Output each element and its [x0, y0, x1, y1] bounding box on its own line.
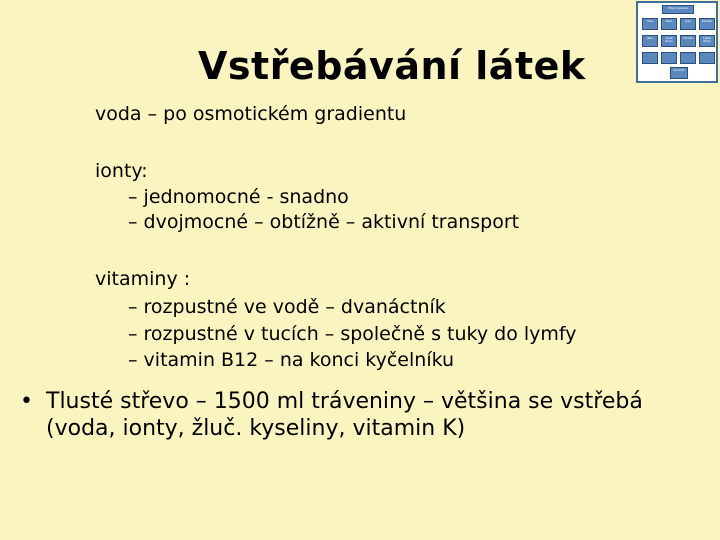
vitaminy-item-2: – rozpustné v tucích – společně s tuky do lymfy	[128, 323, 577, 345]
thumb-label: Slinivka	[683, 37, 693, 40]
diagram-thumbnail[interactable]	[636, 1, 718, 83]
thumb-label: Hltan	[665, 20, 673, 23]
thumb-box-r3-2	[661, 52, 677, 64]
voda-line	[95, 103, 406, 125]
thumb-box-r1-4	[699, 18, 715, 30]
thumb-label: Žaludek	[701, 20, 713, 23]
tluste-strevo-text-1: – 1500 ml tráveniny – většina se vstřebá	[188, 389, 643, 414]
ionty-item-1: – jednomocné - snadno	[128, 186, 349, 208]
thumb-box-r2-4	[699, 35, 715, 47]
bullet-icon: •	[20, 389, 33, 414]
thumb-label: Tlusté střevo	[703, 37, 711, 43]
thumb-label: Ústa	[647, 20, 653, 23]
tluste-strevo-line-1	[46, 388, 643, 415]
thumb-box-r2-2	[661, 35, 677, 47]
tluste-strevo-bullet	[20, 388, 643, 442]
thumb-box-r4-1	[670, 67, 688, 79]
thumb-label: Jícen	[685, 20, 691, 23]
thumb-box-r3-4	[699, 52, 715, 64]
thumb-box-r2-1	[642, 35, 658, 47]
voda-text: – po osmotickém gradientu	[141, 103, 407, 125]
slide-title: Vstřebávání látek	[198, 44, 586, 88]
voda-label: voda	[95, 103, 142, 125]
thumb-label: Játra	[647, 37, 653, 40]
thumb-title-box	[662, 5, 694, 14]
thumb-label: Konečník	[673, 69, 685, 72]
thumb-label: Tenké střevo	[665, 37, 673, 43]
ionty-item-2: – dvojmocné – obtížně – aktivní transport	[128, 211, 520, 233]
thumb-box-r3-3	[680, 52, 696, 64]
tluste-strevo-label: Tlusté střevo	[46, 389, 189, 414]
thumb-box-r1-1	[642, 18, 658, 30]
vitaminy-item-1: – rozpustné ve vodě – dvanáctník	[128, 296, 446, 318]
thumb-box-r3-1	[642, 52, 658, 64]
thumb-box-r1-2	[661, 18, 677, 30]
vitaminy-item-3: – vitamin B12 – na konci kyčelníku	[128, 349, 455, 371]
ionty-label: ionty:	[95, 160, 148, 182]
thumb-title: Trávicí soustava	[668, 7, 688, 10]
thumb-box-r2-3	[680, 35, 696, 47]
vitaminy-label: vitaminy :	[95, 268, 191, 290]
thumb-box-r1-3	[680, 18, 696, 30]
tluste-strevo-line-2: (voda, ionty, žluč. kyseliny, vitamin K)	[46, 416, 466, 441]
